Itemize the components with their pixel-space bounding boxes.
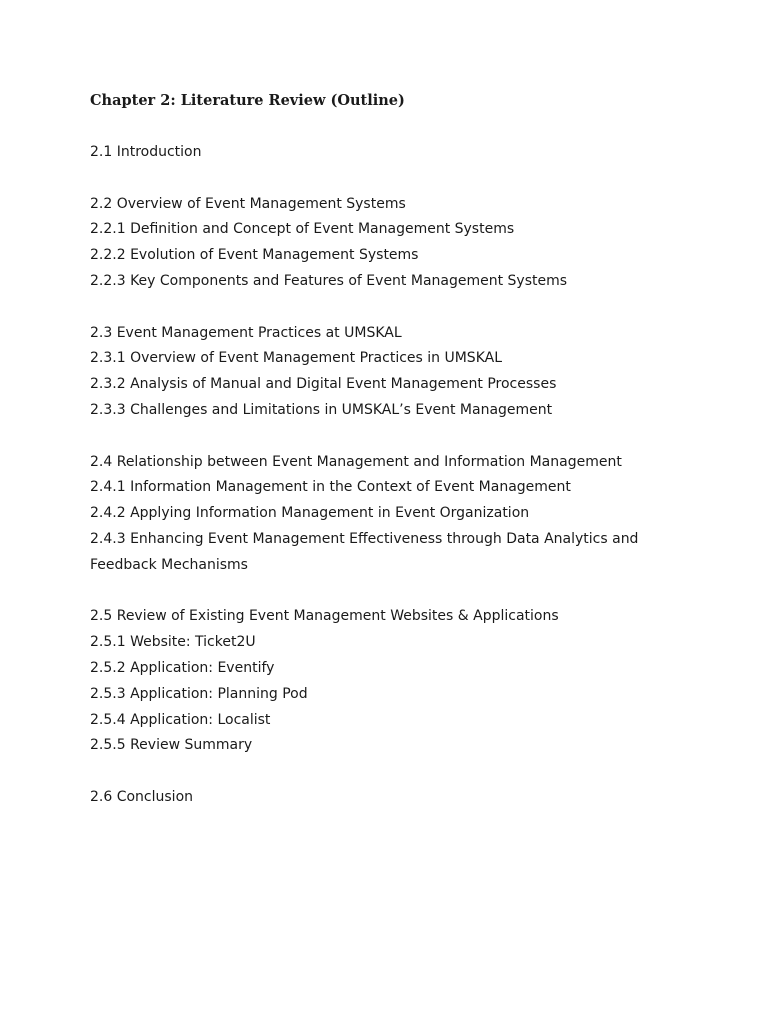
outline-item: 2.3 Event Management Practices at UMSKAL — [90, 324, 402, 341]
section-2-6 — [90, 785, 690, 811]
outline-item: 2.3.1 Overview of Event Management Practices in UMSKAL — [90, 350, 503, 367]
outline-item: 2.4.1 Information Management in the Context of Event Management — [90, 479, 571, 496]
document-page — [90, 88, 690, 837]
chapter-title: Chapter 2: Literature Review (Outline) — [90, 92, 405, 109]
section-2-1 — [90, 140, 690, 166]
outline-item: 2.5.4 Application: Localist — [90, 711, 271, 728]
outline-item: 2.2.2 Evolution of Event Management Systems — [90, 247, 419, 264]
outline-item: 2.5.1 Website: Ticket2U — [90, 634, 256, 651]
section-2-2 — [90, 192, 690, 295]
outline-item: 2.4.3 Enhancing Event Management Effectiveness through Data Analytics and Feedback Mechanisms — [90, 530, 639, 573]
outline-item: 2.3.2 Analysis of Manual and Digital Event Management Processes — [90, 376, 557, 393]
outline-item: 2.5.3 Application: Planning Pod — [90, 685, 308, 702]
outline-item: 2.5.5 Review Summary — [90, 737, 253, 754]
outline-item: 2.6 Conclusion — [90, 788, 194, 805]
outline-item: 2.2.3 Key Components and Features of Event Management Systems — [90, 272, 568, 289]
section-2-3 — [90, 321, 690, 424]
section-2-4 — [90, 450, 690, 579]
outline-item: 2.4.2 Applying Information Management in Event Organization — [90, 505, 530, 522]
outline-item: 2.5.2 Application: Eventify — [90, 659, 275, 676]
section-2-5 — [90, 604, 690, 759]
outline-item: 2.5 Review of Existing Event Management Websites & Applications — [90, 608, 559, 625]
outline-item: 2.2.1 Definition and Concept of Event Management Systems — [90, 221, 515, 238]
outline-item: 2.2 Overview of Event Management Systems — [90, 195, 406, 212]
outline-item: 2.3.3 Challenges and Limitations in UMSKAL’s Event Management — [90, 401, 553, 418]
outline-item: 2.1 Introduction — [90, 144, 202, 160]
outline-item: 2.4 Relationship between Event Management and Information Management — [90, 453, 622, 470]
